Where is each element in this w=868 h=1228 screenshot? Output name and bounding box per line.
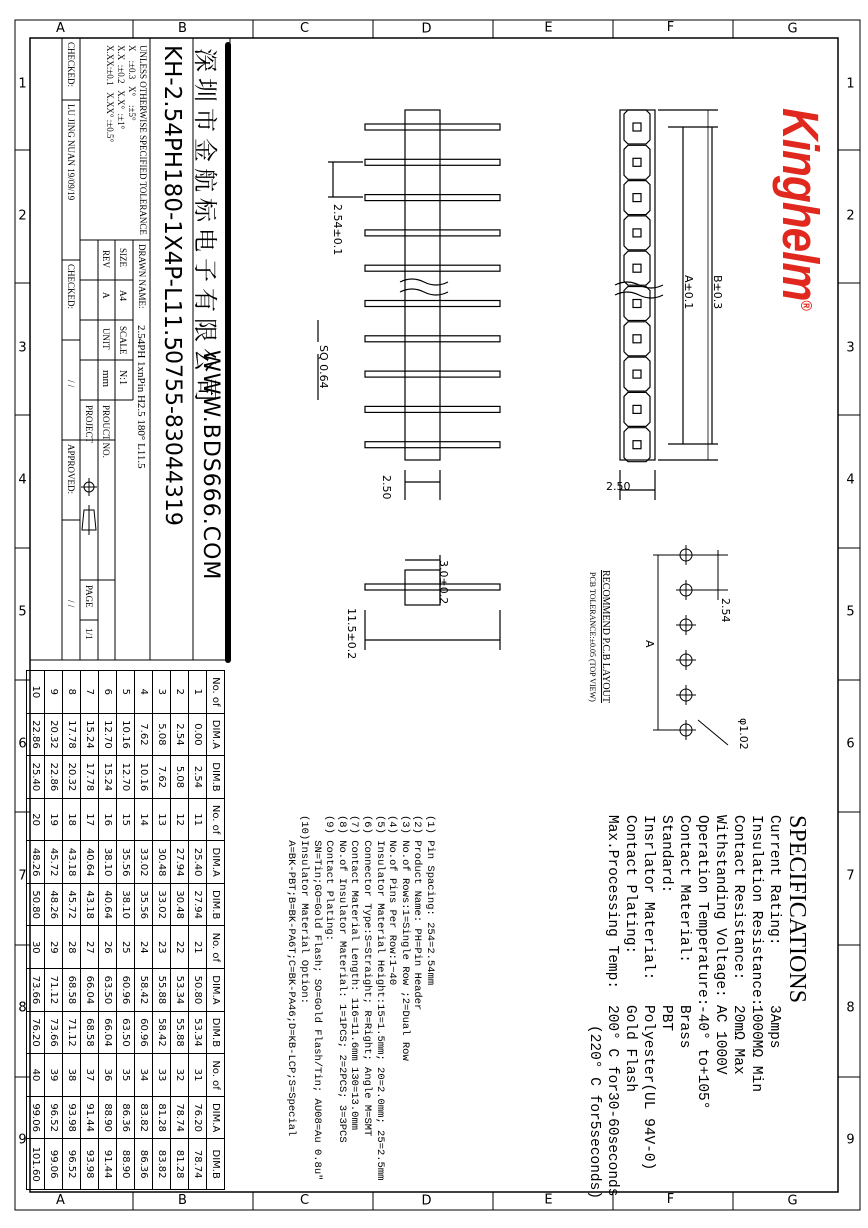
zone-number: 9 [18, 1132, 27, 1148]
top-view [615, 110, 718, 500]
table-cell: 71.12 [63, 1011, 81, 1054]
pad [624, 428, 650, 462]
zone-letter: E [544, 1192, 553, 1208]
table-cell: 23 [153, 926, 171, 969]
table-header: No. of [207, 926, 225, 969]
rev: A [101, 292, 111, 299]
zone-letter: F [666, 1192, 675, 1208]
table-cell: 36 [99, 1054, 117, 1097]
pin [365, 195, 500, 201]
table-cell: 58.42 [135, 969, 153, 1012]
pin [365, 406, 500, 412]
note-line: A=BK-PBT;B=BK-PA6T;C=BK-PA46;D=KB-LCP;S=Special [285, 815, 298, 1137]
table-row [171, 671, 189, 1190]
spec-label: Contact Material: [676, 815, 692, 963]
table-header-row [207, 671, 225, 1190]
table-cell: 8 [63, 671, 81, 714]
table-header: No. of [207, 798, 225, 841]
table-cell: 33.02 [153, 883, 171, 926]
registered-mark: ® [797, 300, 816, 310]
table-cell: 39 [45, 1054, 63, 1097]
table-cell: 35.56 [117, 841, 135, 884]
drawn-name: 2.54PH 1xnPin H2.5 180° L11.5 [135, 325, 147, 469]
table-cell: 18 [63, 798, 81, 841]
table-cell: 53.34 [171, 969, 189, 1012]
page-label: PAGE [84, 585, 94, 608]
pin [365, 230, 500, 236]
table-cell: 30.48 [171, 883, 189, 926]
spec-label: Insulation Resistance: [748, 815, 764, 1007]
note-line: SN=Tin;GO=Gold Flash; SO=Gold Flash/Tin; AU08=Au 0.8u" [310, 815, 323, 1181]
table-cell: 40.64 [81, 841, 99, 884]
table-cell: 71.12 [45, 969, 63, 1012]
table-cell: 5 [117, 671, 135, 714]
spec-value: Gold Flash [622, 1005, 638, 1093]
dim-pitch: 2.54±0.1 [331, 204, 344, 256]
table-cell: 27 [81, 926, 99, 969]
zone-number: 1 [846, 76, 855, 92]
specifications-title: SPECIFICATIONS [784, 815, 810, 1004]
table-cell: 22 [171, 926, 189, 969]
note-line: (6) Connector Type:S=Straight; R=Right; Angle M=SMT [361, 815, 374, 1137]
tolerance-title: UNLESS OTHERWISE SPECIFIED TOLERANCE [138, 45, 148, 235]
table-cell: 99.06 [45, 1139, 63, 1190]
zone-letter: E [544, 20, 553, 36]
zone-number: 7 [18, 868, 27, 884]
table-cell: 38 [63, 1054, 81, 1097]
zone-letter: C [299, 21, 310, 37]
pad [624, 181, 650, 215]
tolerance-line: X.XX:±0.1 X.XX° :±0.5° [105, 45, 115, 143]
zone-number: 3 [846, 340, 855, 356]
table-cell: 34 [135, 1054, 153, 1097]
table-cell: 1 [189, 671, 207, 714]
pin [365, 159, 500, 165]
dim-pcb-a: A [643, 640, 656, 648]
table-cell: 20 [27, 798, 45, 841]
projection-symbol [81, 478, 97, 535]
checked-label: CHECKED: [66, 42, 76, 87]
ordering-notes [285, 815, 436, 1180]
table-cell: 83.82 [135, 1096, 153, 1139]
website: WWW.BDS666.COM [198, 350, 223, 581]
zone-letter: B [178, 20, 187, 36]
table-cell: 28 [63, 926, 81, 969]
table-row [63, 671, 81, 1190]
table-cell: 10.16 [117, 713, 135, 756]
table-cell: 12 [171, 798, 189, 841]
table-cell: 33.02 [135, 841, 153, 884]
pad [624, 110, 650, 144]
table-cell: 50.80 [189, 969, 207, 1012]
table-row [81, 671, 99, 1190]
dimension-table [26, 670, 225, 1190]
table-cell: 76.20 [189, 1096, 207, 1139]
table-header: No. of [207, 1054, 225, 1097]
size: A4 [118, 290, 128, 301]
table-cell: 38.10 [117, 883, 135, 926]
spec-label: Withstanding Voltage: [712, 815, 728, 998]
spec-row [639, 815, 657, 1199]
table-cell: 15.24 [81, 713, 99, 756]
table-header: DIM.A [207, 1096, 225, 1139]
table-header: DIM.B [207, 756, 225, 799]
table-cell: 17 [81, 798, 99, 841]
tolerance-line: X :±0.3 X° :±5° [127, 45, 137, 121]
table-cell: 31 [189, 1054, 207, 1097]
specifications [585, 815, 810, 1199]
spec-row [657, 815, 675, 1199]
pcb-tolerance: PCB TOLERANCE:±0.05 (TOP VIEW) [588, 572, 597, 702]
zone-letter: D [421, 21, 432, 37]
unit: mm [100, 370, 112, 388]
table-cell: 40.64 [99, 883, 117, 926]
note-line: (8) No.of Insulator Material: 1=1PCS; 2=2PCS; 3=3PCS [335, 815, 348, 1143]
table-cell: 86.36 [117, 1096, 135, 1139]
pad [624, 322, 650, 356]
spec-value: AC 1000V [712, 1005, 728, 1075]
spec-value: 200° C for30-60seconds [604, 1005, 620, 1197]
table-cell: 2.54 [171, 713, 189, 756]
table-cell: 76.20 [27, 1011, 45, 1054]
table-header: DIM.A [207, 713, 225, 756]
zone-number: 3 [18, 340, 27, 356]
table-cell: 6 [99, 671, 117, 714]
dim-side-width: 2.50 [380, 475, 393, 500]
spec-row [693, 815, 711, 1199]
zone-letter: A [56, 1192, 65, 1208]
table-cell: 16 [99, 798, 117, 841]
zone-number: 7 [846, 868, 855, 884]
table-cell: 25 [117, 926, 135, 969]
table-cell: 81.28 [153, 1096, 171, 1139]
table-cell: 25.40 [189, 841, 207, 884]
tolerance-block [104, 45, 148, 235]
table-row [27, 671, 45, 1190]
dim-pcb-pitch: 2.54 [719, 598, 732, 623]
side-view [318, 110, 500, 500]
pcb-hole [676, 615, 696, 635]
table-cell: 33 [153, 1054, 171, 1097]
table-cell: 93.98 [81, 1139, 99, 1190]
zone-number: 8 [18, 1000, 27, 1016]
spec-label: Standard: [658, 815, 674, 894]
table-cell: 96.52 [63, 1139, 81, 1190]
pad [624, 357, 650, 391]
table-cell: 7.62 [135, 713, 153, 756]
table-cell: 20.32 [63, 756, 81, 799]
note-line: (10)Insulator Material Option: [298, 815, 311, 1005]
table-cell: 88.90 [117, 1139, 135, 1190]
note-line: (4) No.of Pins Per Row:1~40 [386, 815, 399, 986]
table-cell: 5.08 [171, 756, 189, 799]
zone-number: 2 [846, 208, 855, 224]
table-cell: 20.32 [45, 713, 63, 756]
spec-row [747, 815, 765, 1199]
table-cell: 68.58 [63, 969, 81, 1012]
table-cell: 13 [153, 798, 171, 841]
note-line: (1) Pin Spacing: 254=2.54mm [424, 815, 436, 986]
dim-b: B±0.3 [711, 275, 724, 310]
table-cell: 15.24 [99, 756, 117, 799]
note-line: (5) Insulator Material Height:15=1.5mm; 20=2.0mm; 25=2.5mm [373, 815, 386, 1181]
table-cell: 78.74 [171, 1096, 189, 1139]
pcb-layout-title: RECOMMEND P.C.B LAYOUT [600, 570, 611, 703]
table-cell: 55.88 [153, 969, 171, 1012]
table-cell: 22.86 [45, 756, 63, 799]
zone-letter: F [666, 20, 675, 36]
spec-value: 1000MΩ Min [748, 1005, 764, 1093]
spec-row [711, 815, 729, 1199]
zone-number: 5 [846, 604, 855, 620]
table-cell: 14 [135, 798, 153, 841]
table-cell: 73.66 [27, 969, 45, 1012]
spec-label: Contact Resistance: [730, 815, 746, 981]
pin [365, 442, 500, 448]
table-cell: 93.98 [63, 1096, 81, 1139]
product-no-label: PROUCT NO. [101, 405, 111, 458]
pin [365, 124, 500, 130]
table-cell: 11 [189, 798, 207, 841]
logo-text: Kinghelm [771, 108, 828, 301]
table-cell: 29 [45, 926, 63, 969]
size-label: SIZE [118, 248, 128, 267]
table-cell: 4 [135, 671, 153, 714]
spec-row [585, 815, 603, 1199]
spec-label: Insrlator Material: [640, 815, 656, 981]
dim-sq: SQ 0.64 [317, 345, 330, 389]
table-cell: 7 [81, 671, 99, 714]
zone-number: 6 [18, 736, 27, 752]
table-cell: 99.06 [27, 1096, 45, 1139]
pin [365, 301, 500, 307]
table-row [45, 671, 63, 1190]
spec-label: Operation Temperature: [694, 815, 710, 1007]
table-cell: 2.54 [189, 756, 207, 799]
table-cell: 43.18 [63, 841, 81, 884]
table-cell: 7.62 [153, 756, 171, 799]
table-cell: 101.60 [27, 1139, 45, 1190]
spec-row [603, 815, 621, 1199]
pad [624, 145, 650, 179]
table-header: DIM.B [207, 1139, 225, 1190]
note-line: (3) No.of Rows:1=Single Row ;2=Dual Row [398, 815, 411, 1061]
table-cell: 32 [171, 1054, 189, 1097]
pin [365, 265, 500, 271]
table-cell: 43.18 [81, 883, 99, 926]
table-cell: 48.26 [45, 883, 63, 926]
table-header: DIM.A [207, 841, 225, 884]
table-cell: 25.40 [27, 756, 45, 799]
unit-label: UNIT [101, 328, 111, 350]
phone: 0755-83044319 [160, 350, 185, 526]
table-cell: 81.28 [171, 1139, 189, 1190]
pcb-hole [676, 650, 696, 670]
checked2: / / [66, 380, 76, 388]
pad [624, 251, 650, 285]
table-cell: 5.08 [153, 713, 171, 756]
spec-row [729, 815, 747, 1199]
table-cell: 63.50 [117, 1011, 135, 1054]
table-cell: 53.34 [189, 1011, 207, 1054]
pcb-layout [653, 545, 728, 745]
scale: N:1 [117, 370, 128, 385]
project-label: PROJECT [84, 405, 94, 444]
table-cell: 91.44 [81, 1096, 99, 1139]
front-view [365, 555, 500, 650]
table-cell: 15 [117, 798, 135, 841]
table-cell: 66.04 [99, 1011, 117, 1054]
table-cell: 63.50 [99, 969, 117, 1012]
table-cell: 27.94 [189, 883, 207, 926]
spec-value: Brass [676, 1005, 692, 1049]
table-cell: 66.04 [81, 969, 99, 1012]
table-cell: 30 [27, 926, 45, 969]
part-number: KH-2.54PH180-1X4P-L11.5 [159, 45, 185, 351]
spec-label [585, 815, 603, 1005]
pin [365, 336, 500, 342]
page: 1/1 [84, 628, 94, 640]
pcb-hole [676, 720, 696, 740]
dim-top-width: 2.50 [606, 480, 631, 493]
table-cell: 0.00 [189, 713, 207, 756]
spec-label: Current Rating: [766, 815, 782, 946]
spec-value: (220° C for5seconds) [586, 1025, 602, 1200]
dim-hole: φ1.02 [737, 718, 750, 750]
table-header: DIM.B [207, 883, 225, 926]
spec-value: -40° to+105° [694, 1005, 710, 1110]
table-cell: 78.74 [189, 1139, 207, 1190]
table-row [135, 671, 153, 1190]
zone-letter: C [299, 1193, 310, 1209]
zone-letter: B [178, 1192, 187, 1208]
drawn-name-label: DRAWN NAME: [137, 244, 147, 309]
pcb-hole [676, 685, 696, 705]
table-row [99, 671, 117, 1190]
table-cell: 12.70 [99, 713, 117, 756]
table-cell: 60.96 [135, 1011, 153, 1054]
zone-letter: G [787, 21, 798, 37]
table-cell: 19 [45, 798, 63, 841]
zone-number: 8 [846, 1000, 855, 1016]
zone-number: 4 [18, 472, 27, 488]
table-cell: 48.26 [27, 841, 45, 884]
approved: / / [66, 600, 76, 608]
table-cell: 17.78 [63, 713, 81, 756]
table-cell: 60.96 [117, 969, 135, 1012]
pad [624, 392, 650, 426]
pin [365, 371, 500, 377]
spec-value: 20mΩ Max [730, 1005, 746, 1075]
table-cell: 68.58 [81, 1011, 99, 1054]
spec-label: Max.Processing Temp: [604, 815, 620, 990]
table-cell: 73.66 [45, 1011, 63, 1054]
kinghelm-logo [770, 108, 828, 310]
spec-row [675, 815, 693, 1199]
spec-value: 3Amps [766, 1005, 782, 1049]
dim-a: A±0.1 [682, 275, 695, 310]
spec-label: Contact Plating: [622, 815, 638, 955]
table-cell: 27.94 [171, 841, 189, 884]
note-line: (7) Contact Material Length: 116=11.6mm 130=13.0mm [348, 815, 361, 1131]
table-cell: 35.56 [135, 883, 153, 926]
table-cell: 24 [135, 926, 153, 969]
table-header: DIM.B [207, 1011, 225, 1054]
table-cell: 12.70 [117, 756, 135, 799]
table-cell: 83.82 [153, 1139, 171, 1190]
spec-value: PBT [658, 1005, 674, 1032]
scale-label: SCALE [118, 326, 128, 355]
table-row [189, 671, 207, 1190]
company-name: 深圳市金航标电子有限公司 [191, 48, 219, 408]
table-header: DIM.A [207, 969, 225, 1012]
table-cell: 21 [189, 926, 207, 969]
table-cell: 96.52 [45, 1096, 63, 1139]
checked-by: LU JING NUAN 19/09/19 [66, 104, 76, 201]
table-cell: 2 [171, 671, 189, 714]
table-cell: 38.10 [99, 841, 117, 884]
table-cell: 26 [99, 926, 117, 969]
table-cell: 3 [153, 671, 171, 714]
table-cell: 50.80 [27, 883, 45, 926]
table-cell: 9 [45, 671, 63, 714]
table-cell: 10.16 [135, 756, 153, 799]
table-cell: 45.72 [45, 841, 63, 884]
table-row [117, 671, 135, 1190]
zone-number: 4 [846, 472, 855, 488]
table-row [153, 671, 171, 1190]
table-cell: 88.90 [99, 1096, 117, 1139]
checked2-label: CHECKED: [66, 264, 76, 309]
table-cell: 55.88 [171, 1011, 189, 1054]
table-cell: 30.48 [153, 841, 171, 884]
table-cell: 86.36 [135, 1139, 153, 1190]
table-cell: 37 [81, 1054, 99, 1097]
note-line: (2) Product Name: PH=Pin Header [411, 815, 424, 1011]
table-cell: 17.78 [81, 756, 99, 799]
zone-letter: D [421, 1193, 432, 1209]
table-cell: 22.86 [27, 713, 45, 756]
table-cell: 91.44 [99, 1139, 117, 1190]
spec-row [765, 815, 783, 1199]
pad [624, 216, 650, 250]
table-cell: 40 [27, 1054, 45, 1097]
table-header: No. of [207, 671, 225, 714]
table-cell: 45.72 [63, 883, 81, 926]
zone-letter: A [56, 20, 65, 36]
zone-number: 1 [18, 76, 27, 92]
zone-number: 5 [18, 604, 27, 620]
note-line: (9) Contact Plating: [323, 815, 336, 942]
tolerance-line: X.X :±0.2 X.X° :±1° [116, 45, 126, 130]
spec-value: Polyester(UL 94V-0) [640, 1005, 656, 1171]
zone-letter: G [787, 1193, 798, 1209]
zone-number: 9 [846, 1132, 855, 1148]
table-cell: 10 [27, 671, 45, 714]
table-cell: 35 [117, 1054, 135, 1097]
zone-number: 6 [846, 736, 855, 752]
table-cell: 58.42 [153, 1011, 171, 1054]
dim-length: 11.5±0.2 [345, 608, 358, 660]
dim-height: 3.0±0.2 [437, 560, 450, 605]
zone-number: 2 [18, 208, 27, 224]
rev-label: REV [101, 250, 111, 268]
spec-row [621, 815, 639, 1199]
approved-label: APPROVED: [66, 444, 76, 495]
